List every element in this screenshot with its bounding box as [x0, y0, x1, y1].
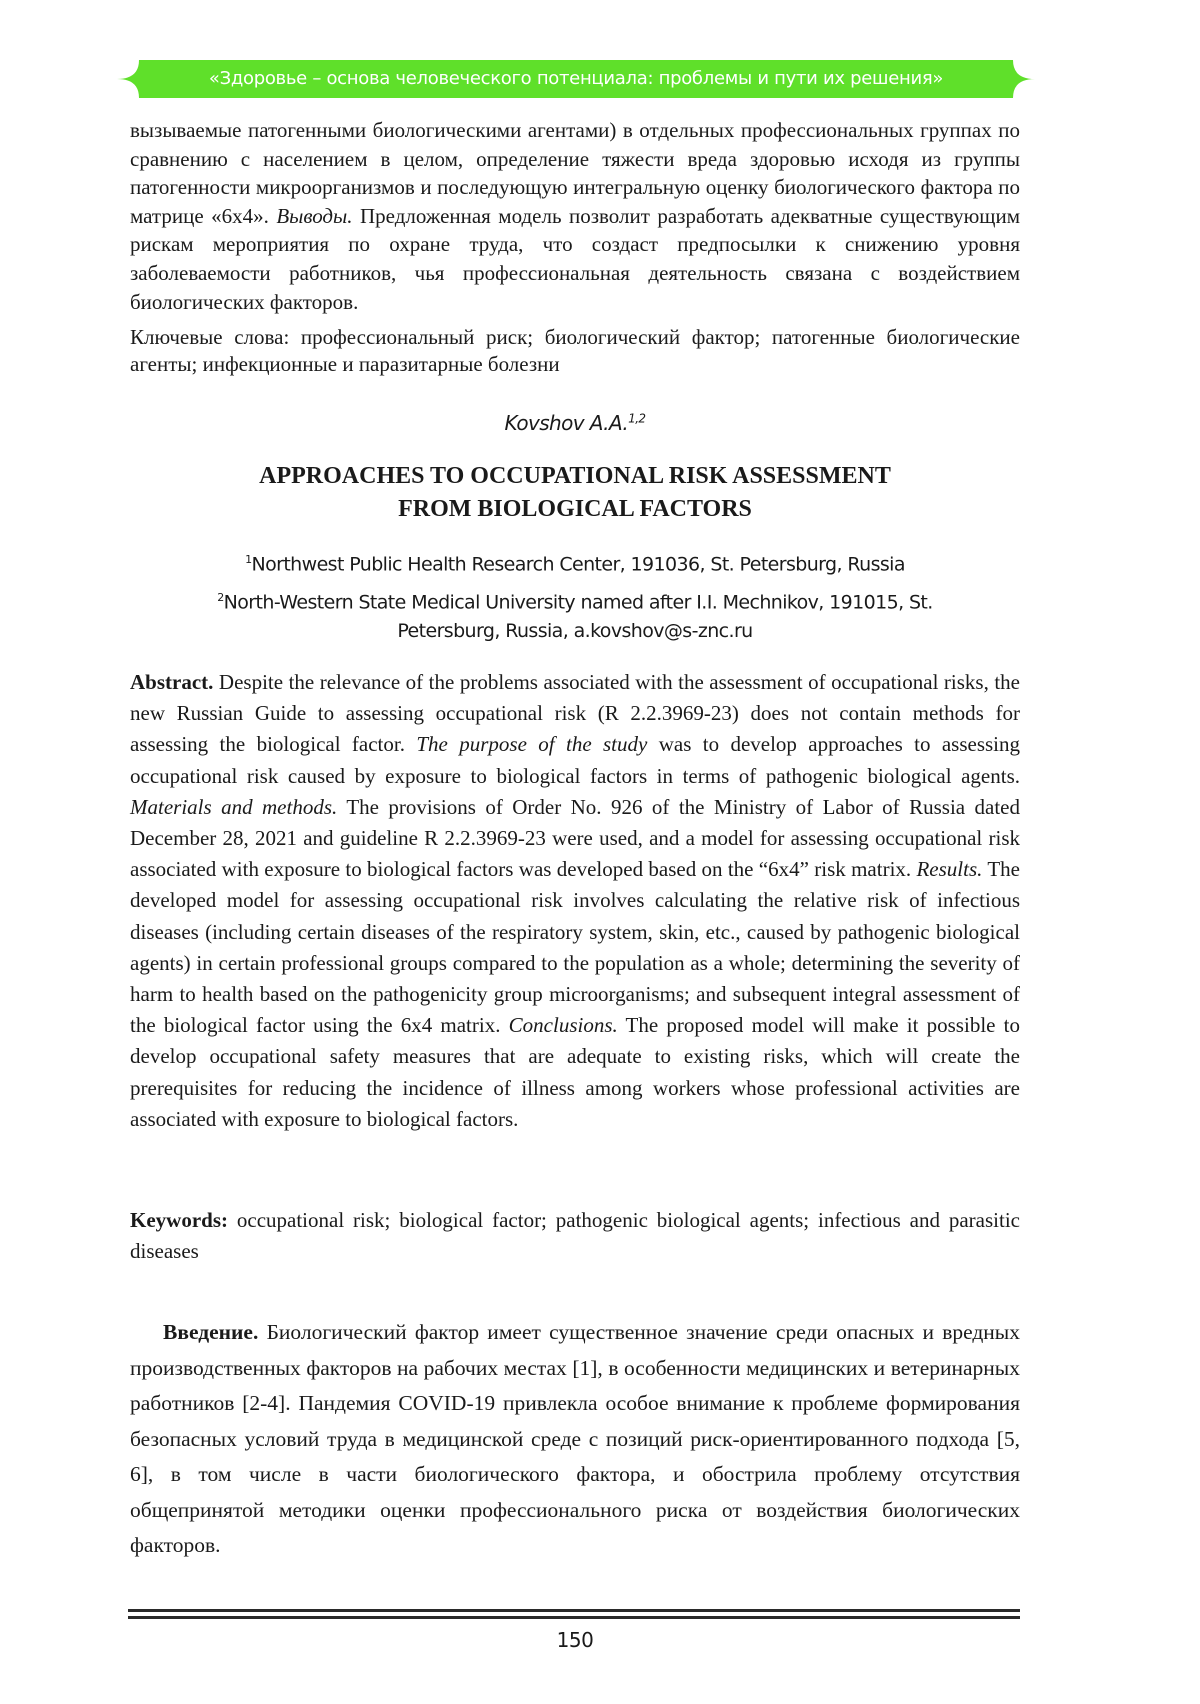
title-line-2: FROM BIOLOGICAL FACTORS — [398, 496, 752, 522]
affiliation-1 — [0, 545, 1150, 579]
russian-keywords: Ключевые слова: профессиональный риск; биологический фактор; патогенные биологические агенты; инфекционные и паразитарные болезни — [130, 325, 1020, 376]
title-line-1: APPROACHES TO OCCUPATIONAL RISK ASSESSMENT — [259, 463, 891, 489]
article-title — [0, 460, 1150, 526]
introduction-paragraph — [130, 1315, 1020, 1564]
abstract-results-label: Results. — [916, 857, 983, 882]
english-keywords — [130, 1205, 1020, 1267]
banner-text: «Здоровье – основа человеческого потенциала: проблемы и пути их решения» — [208, 68, 944, 89]
abstract-methods-label: Materials and methods. — [130, 794, 338, 819]
affiliation-2 — [0, 583, 1150, 646]
abstract-part-1: Despite the relevance of the problems associated with the assessment of occupational risks, the new Russian Guide to assessing occupational risk (R 2.2.3969-23) does not contain methods for assessing the biological factor. — [130, 670, 1020, 757]
page-number: 150 — [556, 1628, 594, 1652]
author-affiliation-sup: 1,2 — [628, 411, 646, 426]
keywords-text: occupational risk; biological factor; pathogenic biological agents; infectious and parasitic diseases — [130, 1208, 1020, 1263]
footer-rule-top — [128, 1609, 1020, 1612]
abstract-part-2: was to develop approaches to assessing occupational risk caused by exposure to biological factors in terms of pathogenic biological agents. — [130, 732, 1021, 788]
affiliation-2-sup: 2 — [217, 591, 224, 604]
introduction-text: Биологический фактор имеет существенное значение среди опасных и вредных производственных факторов на рабочих местах [1], в особенности медицинских и ветеринарных работников [2-4]. Пандемия COVID-19 привлекла особое внимание к проблеме формирования безопасных условий труда в медицинской среде с позиций риск-ориентированного подхода [5, 6], в том числе в части биологического фактора, и обострила проблему отсутствия общепринятой методики оценки профессионального риска от воздействия биологических факторов. — [130, 1320, 1020, 1557]
keywords-label: Keywords: — [130, 1208, 228, 1232]
ru-abstract-text-2: Предложенная модель позволит разработать адекватные существующим рискам мероприятия по охране труда, что создаст предпосылки к снижению уровня заболеваемости работников, чья профессиональная деятельность связана с воздействием биологических факторов. — [130, 203, 1020, 314]
author-name — [0, 411, 1150, 435]
english-abstract — [130, 667, 1020, 1135]
affiliation-2-text: North-Western State Medical University named after I.I. Mechnikov, 191015, St. Petersburg, Russia, a.kovshov@s-znc.ru — [223, 591, 933, 643]
affiliation-1-sup: 1 — [245, 553, 252, 566]
journal-header-banner — [117, 60, 1035, 98]
abstract-part-5: The proposed model will make it possible to develop occupational safety measures that are adequate to existing risks, which will create the prerequisites for reducing the incidence of illness among workers whose professional activities are associated with exposure to biological factors. — [130, 1013, 1020, 1131]
ru-conclusions-label: Выводы. — [276, 203, 353, 228]
abstract-part-3: The provisions of Order No. 926 of the Ministry of Labor of Russia dated December 28, 2021 and guideline R 2.2.3969-23 were used, and a model for assessing occupational risk associated with exposure to biological factors was developed based on the “6x4” risk matrix. — [130, 794, 1020, 882]
ru-abstract-text-1: вызываемые патогенными биологическими агентами) в отдельных профессиональных группах по сравнению с населением в целом, определение тяжести вреда здоровью исходя из группы патогенности микроорганизмов и последующую интегральную оценку биологического фактора по матрице «6х4». — [130, 118, 1020, 228]
abstract-label: Abstract. — [130, 670, 214, 694]
abstract-purpose-label: The purpose of the study — [416, 732, 648, 757]
footer-rule-bottom — [128, 1616, 1020, 1619]
russian-abstract-continuation — [130, 116, 1020, 316]
abstract-part-4: The developed model for assessing occupational risk involves calculating the relative risk of infectious diseases (including certain diseases of the respiratory system, skin, etc., caused by pathogenic biological agents) in certain professional groups compared to the population as a whole; determining the severity of harm to health based on the pathogenicity group microorganisms; and subsequent integral assessment of the biological factor using the 6x4 matrix. — [130, 857, 1020, 1038]
author-text: Kovshov A.A. — [504, 411, 629, 435]
introduction-label: Введение. — [163, 1320, 259, 1344]
affiliation-1-text: Northwest Public Health Research Center, 191036, St. Petersburg, Russia — [251, 553, 905, 576]
abstract-conclusions-label: Conclusions. — [508, 1013, 618, 1038]
